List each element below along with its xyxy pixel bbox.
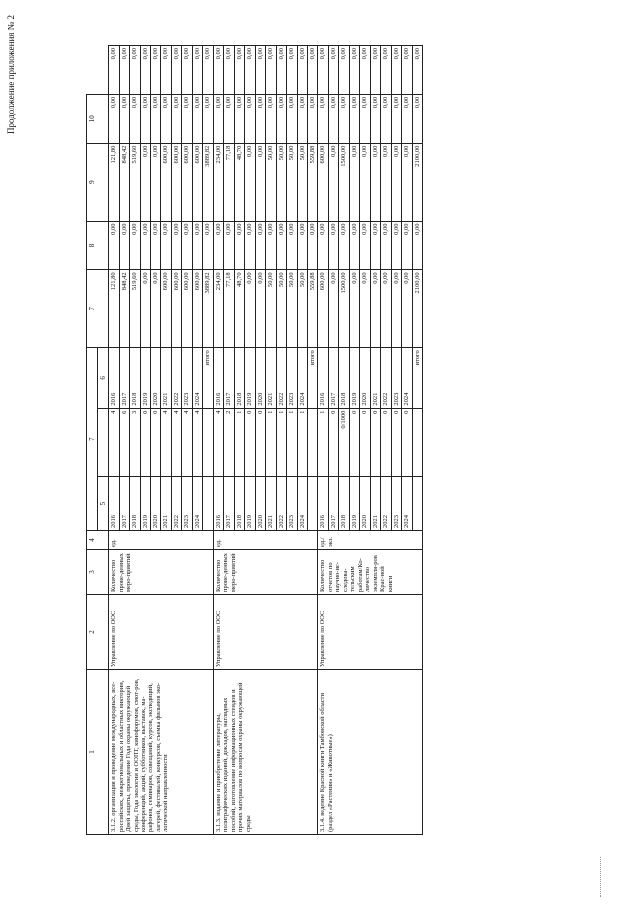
table-row [318, 46, 328, 835]
indicator-value: 2 [224, 408, 234, 477]
funding-regional: 0,00 [391, 143, 401, 221]
header-col-9: 9 [87, 143, 109, 221]
header-row-group [87, 46, 98, 835]
indicator-value: 0 [381, 408, 391, 477]
table-row [109, 46, 119, 835]
total-other: 0,00 [308, 46, 318, 95]
funding-total: 519,60 [130, 270, 140, 348]
activity-description: 3.1.2. организация и проведение международных, все-российских, межрегиональных и областных викторин, Дней защиты, проведение Года охраны окружающей среды, Года экологии и ООПТ, кинофорумов, смот-ров, конференций, акций, субботников, выставок, ма-рафонов, семинаров, совещаний, курсов, экспедиций, лагерей, фестивалей, конкурсов, съемка фильмов эко-логической направленности [109, 670, 214, 835]
funding-other: 0,00 [276, 46, 286, 95]
funding-local: 0,00 [370, 94, 380, 143]
funding-total: 0,00 [245, 270, 255, 348]
unit-of-measure: ед. [213, 531, 318, 550]
header-col-3: 3 [87, 550, 109, 595]
funding-total: 0,00 [150, 270, 160, 348]
total-other: 0,00 [412, 46, 422, 95]
funding-total: 50,00 [266, 270, 276, 348]
total-blank-b [412, 408, 422, 477]
funding-local: 0,00 [391, 94, 401, 143]
total-sum: 3889,82 [203, 270, 213, 348]
funding-federal: 0,00 [266, 221, 276, 270]
funding-federal: 0,00 [224, 221, 234, 270]
activity-description: 3.1.3. издание и приобретение литературы, полиграфических изданий, докладов, наглядных пособий, изготовление информационных стендов и прочих материалов по вопросам охраны окружающей среды [213, 670, 318, 835]
funding-local: 0,00 [318, 94, 328, 143]
funding-federal: 0,00 [109, 221, 119, 270]
appendix-caption: Продолжение приложения № 2 [6, 15, 16, 135]
unit-of-measure: ед./экз. [318, 531, 423, 550]
total-federal: 0,00 [203, 221, 213, 270]
indicator-year: 2019 [140, 477, 150, 531]
funding-total: 0,00 [349, 270, 359, 348]
funding-regional: 600,00 [182, 143, 192, 221]
funding-local: 0,00 [276, 94, 286, 143]
indicator-year: 2020 [360, 477, 370, 531]
total-sum: 2100,00 [412, 270, 422, 348]
indicator-value: 0 [328, 408, 338, 477]
funding-year: 2024 [192, 348, 202, 408]
indicator-name: Количество прове-денных меро-приятий [109, 550, 214, 595]
funding-federal: 0,00 [339, 221, 349, 270]
funding-total: 0,00 [140, 270, 150, 348]
table-body [109, 46, 423, 835]
funding-total: 0,00 [328, 270, 338, 348]
responsible-org: Управление по ООС [318, 595, 423, 670]
indicator-value: 0/1000 [339, 408, 349, 477]
header-col-8: 8 [87, 221, 109, 270]
indicator-year: 2023 [391, 477, 401, 531]
funding-federal: 0,00 [381, 221, 391, 270]
funding-other: 0,00 [360, 46, 370, 95]
funding-regional: 0,00 [402, 143, 412, 221]
indicator-year: 2018 [234, 477, 244, 531]
total-blank-a [203, 477, 213, 531]
funding-local: 0,00 [161, 94, 171, 143]
funding-other: 0,00 [245, 46, 255, 95]
funding-year: 2017 [224, 348, 234, 408]
funding-total: 50,00 [287, 270, 297, 348]
funding-regional: 600,00 [161, 143, 171, 221]
indicator-value: 1 [234, 408, 244, 477]
budget-table [86, 45, 423, 835]
total-federal: 0,00 [308, 221, 318, 270]
funding-total: 0,00 [391, 270, 401, 348]
indicator-value: 0 [245, 408, 255, 477]
header-col-6: 6 [98, 348, 109, 408]
indicator-year: 2021 [370, 477, 380, 531]
funding-regional: 0,00 [245, 143, 255, 221]
indicator-year: 2016 [318, 477, 328, 531]
funding-year: 2024 [402, 348, 412, 408]
funding-year: 2021 [161, 348, 171, 408]
funding-regional: 0,00 [349, 143, 359, 221]
funding-year: 2016 [213, 348, 223, 408]
indicator-value: 0 [349, 408, 359, 477]
indicator-year: 2016 [109, 477, 119, 531]
total-other: 0,00 [203, 46, 213, 95]
funding-other: 0,00 [287, 46, 297, 95]
header-col-2: 2 [87, 595, 109, 670]
total-regional: 559,88 [308, 143, 318, 221]
funding-year: 2016 [109, 348, 119, 408]
indicator-year: 2017 [224, 477, 234, 531]
funding-other: 0,00 [130, 46, 140, 95]
funding-total: 0,00 [360, 270, 370, 348]
funding-total: 600,00 [161, 270, 171, 348]
funding-federal: 0,00 [349, 221, 359, 270]
funding-regional: 600,00 [171, 143, 181, 221]
funding-other: 0,00 [349, 46, 359, 95]
funding-total: 50,00 [297, 270, 307, 348]
funding-local: 0,00 [192, 94, 202, 143]
indicator-value: 1 [318, 408, 328, 477]
activity-description: 3.1.4. ведение Красной книги Тамбовской области (раздел «Растения» и «Животные») [318, 670, 423, 835]
indicator-year: 2018 [130, 477, 140, 531]
indicator-value: 4 [213, 408, 223, 477]
indicator-value: 4 [182, 408, 192, 477]
funding-year: 2020 [360, 348, 370, 408]
funding-federal: 0,00 [140, 221, 150, 270]
funding-year: 2018 [234, 348, 244, 408]
funding-federal: 0,00 [297, 221, 307, 270]
funding-other: 0,00 [150, 46, 160, 95]
funding-regional: 848,42 [119, 143, 129, 221]
funding-regional: 50,00 [276, 143, 286, 221]
funding-regional: 50,00 [266, 143, 276, 221]
indicator-name: Количество отчетов по научно-ис-следова-тельским работам/Ко-личество экземпля-ров Крас-ной книги [318, 550, 423, 595]
funding-federal: 0,00 [213, 221, 223, 270]
funding-other: 0,00 [318, 46, 328, 95]
indicator-value: 6 [119, 408, 129, 477]
funding-total: 0,00 [255, 270, 265, 348]
indicator-year: 2020 [255, 477, 265, 531]
indicator-value: 0 [402, 408, 412, 477]
funding-regional: 0,00 [150, 143, 160, 221]
total-blank-a [412, 477, 422, 531]
indicator-year: 2022 [381, 477, 391, 531]
funding-regional: 234,00 [213, 143, 223, 221]
funding-total: 121,80 [109, 270, 119, 348]
funding-other: 0,00 [109, 46, 119, 95]
funding-year: 2022 [276, 348, 286, 408]
total-local: 0,00 [308, 94, 318, 143]
indicator-year: 2024 [297, 477, 307, 531]
funding-other: 0,00 [370, 46, 380, 95]
funding-federal: 0,00 [276, 221, 286, 270]
funding-other: 0,00 [224, 46, 234, 95]
responsible-org: Управление по ООС [213, 595, 318, 670]
unit-of-measure: ед. [109, 531, 214, 550]
indicator-year: 2020 [150, 477, 160, 531]
funding-regional: 50,00 [287, 143, 297, 221]
header-col-4: 4 [87, 531, 109, 550]
funding-year: 2024 [297, 348, 307, 408]
funding-total: 600,00 [192, 270, 202, 348]
funding-federal: 0,00 [370, 221, 380, 270]
funding-federal: 0,00 [130, 221, 140, 270]
funding-year: 2016 [318, 348, 328, 408]
funding-local: 0,00 [119, 94, 129, 143]
funding-federal: 0,00 [119, 221, 129, 270]
funding-local: 0,00 [349, 94, 359, 143]
funding-year: 2022 [171, 348, 181, 408]
funding-year: 2017 [328, 348, 338, 408]
indicator-year: 2019 [245, 477, 255, 531]
funding-local: 0,00 [328, 94, 338, 143]
funding-federal: 0,00 [192, 221, 202, 270]
header-col-1: 1 [87, 670, 109, 835]
funding-federal: 0,00 [255, 221, 265, 270]
funding-federal: 0,00 [287, 221, 297, 270]
scan-margin-marks [600, 857, 603, 897]
total-local: 0,00 [412, 94, 422, 143]
funding-total: 600,00 [182, 270, 192, 348]
funding-regional: 0,00 [255, 143, 265, 221]
indicator-name: Количество прове-денных меро-приятий [213, 550, 318, 595]
funding-year: 2020 [150, 348, 160, 408]
funding-total: 0,00 [381, 270, 391, 348]
funding-other: 0,00 [192, 46, 202, 95]
funding-regional: 0,00 [381, 143, 391, 221]
funding-total: 600,00 [318, 270, 328, 348]
indicator-value: 1 [276, 408, 286, 477]
funding-total: 0,00 [402, 270, 412, 348]
funding-other: 0,00 [182, 46, 192, 95]
funding-local: 0,00 [109, 94, 119, 143]
funding-federal: 0,00 [161, 221, 171, 270]
funding-local: 0,00 [150, 94, 160, 143]
indicator-year: 2023 [287, 477, 297, 531]
funding-federal: 0,00 [391, 221, 401, 270]
funding-local: 0,00 [224, 94, 234, 143]
funding-other: 0,00 [255, 46, 265, 95]
funding-other: 0,00 [140, 46, 150, 95]
funding-year: 2020 [255, 348, 265, 408]
funding-federal: 0,00 [182, 221, 192, 270]
funding-regional: 77,18 [224, 143, 234, 221]
indicator-year: 2016 [213, 477, 223, 531]
indicator-year: 2024 [192, 477, 202, 531]
funding-year: 2023 [287, 348, 297, 408]
funding-federal: 0,00 [318, 221, 328, 270]
funding-total: 1500,00 [339, 270, 349, 348]
funding-year: 2017 [119, 348, 129, 408]
funding-other: 0,00 [213, 46, 223, 95]
funding-total: 77,18 [224, 270, 234, 348]
funding-year: 2019 [140, 348, 150, 408]
indicator-value: 4 [109, 408, 119, 477]
funding-other: 0,00 [266, 46, 276, 95]
funding-local: 0,00 [140, 94, 150, 143]
indicator-value: 0 [370, 408, 380, 477]
indicator-year: 2022 [276, 477, 286, 531]
total-federal: 0,00 [412, 221, 422, 270]
funding-other: 0,00 [119, 46, 129, 95]
funding-local: 0,00 [297, 94, 307, 143]
indicator-value: 0 [255, 408, 265, 477]
indicator-value: 4 [161, 408, 171, 477]
funding-local: 0,00 [287, 94, 297, 143]
funding-regional: 1500,00 [339, 143, 349, 221]
funding-local: 0,00 [234, 94, 244, 143]
total-label: итого [308, 348, 318, 408]
funding-federal: 0,00 [150, 221, 160, 270]
funding-regional: 121,80 [109, 143, 119, 221]
funding-local: 0,00 [245, 94, 255, 143]
funding-total: 234,00 [213, 270, 223, 348]
funding-other: 0,00 [161, 46, 171, 95]
total-blank-b [203, 408, 213, 477]
funding-year: 2019 [245, 348, 255, 408]
indicator-year: 2019 [349, 477, 359, 531]
funding-other: 0,00 [391, 46, 401, 95]
indicator-value: 0 [140, 408, 150, 477]
funding-year: 2021 [266, 348, 276, 408]
total-blank-b [308, 408, 318, 477]
indicator-year: 2021 [266, 477, 276, 531]
funding-year: 2019 [349, 348, 359, 408]
indicator-value: 1 [287, 408, 297, 477]
funding-local: 0,00 [381, 94, 391, 143]
table-row [213, 46, 223, 835]
indicator-value: 0 [150, 408, 160, 477]
funding-year: 2023 [391, 348, 401, 408]
funding-total: 600,00 [171, 270, 181, 348]
indicator-year: 2018 [339, 477, 349, 531]
funding-regional: 50,00 [297, 143, 307, 221]
funding-local: 0,00 [339, 94, 349, 143]
funding-federal: 0,00 [360, 221, 370, 270]
funding-other: 0,00 [171, 46, 181, 95]
funding-other: 0,00 [402, 46, 412, 95]
funding-local: 0,00 [266, 94, 276, 143]
funding-other: 0,00 [328, 46, 338, 95]
funding-total: 48,70 [234, 270, 244, 348]
funding-total: 848,42 [119, 270, 129, 348]
indicator-value: 4 [171, 408, 181, 477]
funding-other: 0,00 [339, 46, 349, 95]
funding-total: 50,00 [276, 270, 286, 348]
indicator-value: 0 [391, 408, 401, 477]
funding-local: 0,00 [402, 94, 412, 143]
funding-regional: 48,70 [234, 143, 244, 221]
funding-federal: 0,00 [245, 221, 255, 270]
funding-other: 0,00 [297, 46, 307, 95]
total-blank-a [308, 477, 318, 531]
funding-total: 0,00 [370, 270, 380, 348]
funding-regional: 519,60 [130, 143, 140, 221]
header-group-7: 7 [87, 348, 98, 531]
funding-federal: 0,00 [234, 221, 244, 270]
funding-regional: 0,00 [370, 143, 380, 221]
indicator-value: 3 [130, 408, 140, 477]
funding-regional: 600,00 [318, 143, 328, 221]
funding-federal: 0,00 [402, 221, 412, 270]
total-local: 0,00 [203, 94, 213, 143]
indicator-year: 2017 [328, 477, 338, 531]
funding-federal: 0,00 [328, 221, 338, 270]
total-regional: 3889,82 [203, 143, 213, 221]
funding-other: 0,00 [234, 46, 244, 95]
funding-year: 2022 [381, 348, 391, 408]
header-col-5b [98, 408, 109, 477]
header-col-5: 5 [98, 477, 109, 531]
total-label: итого [412, 348, 422, 408]
indicator-year: 2023 [182, 477, 192, 531]
indicator-year: 2024 [402, 477, 412, 531]
indicator-value: 1 [297, 408, 307, 477]
header-col-7: 7 [87, 270, 109, 348]
funding-regional: 0,00 [140, 143, 150, 221]
funding-federal: 0,00 [171, 221, 181, 270]
indicator-value: 1 [266, 408, 276, 477]
indicator-value: 4 [192, 408, 202, 477]
funding-local: 0,00 [360, 94, 370, 143]
funding-regional: 0,00 [360, 143, 370, 221]
funding-regional: 0,00 [328, 143, 338, 221]
total-sum: 559,88 [308, 270, 318, 348]
funding-local: 0,00 [213, 94, 223, 143]
header-col-10: 10 [87, 94, 109, 143]
total-regional: 2100,00 [412, 143, 422, 221]
funding-regional: 600,00 [192, 143, 202, 221]
funding-local: 0,00 [130, 94, 140, 143]
funding-local: 0,00 [255, 94, 265, 143]
funding-year: 2018 [339, 348, 349, 408]
indicator-year: 2021 [161, 477, 171, 531]
total-label: итого [203, 348, 213, 408]
funding-year: 2023 [182, 348, 192, 408]
responsible-org: Управление по ООС [109, 595, 214, 670]
indicator-value: 0 [360, 408, 370, 477]
funding-local: 0,00 [182, 94, 192, 143]
funding-year: 2021 [370, 348, 380, 408]
funding-local: 0,00 [171, 94, 181, 143]
funding-year: 2018 [130, 348, 140, 408]
indicator-year: 2017 [119, 477, 129, 531]
indicator-year: 2022 [171, 477, 181, 531]
funding-other: 0,00 [381, 46, 391, 95]
